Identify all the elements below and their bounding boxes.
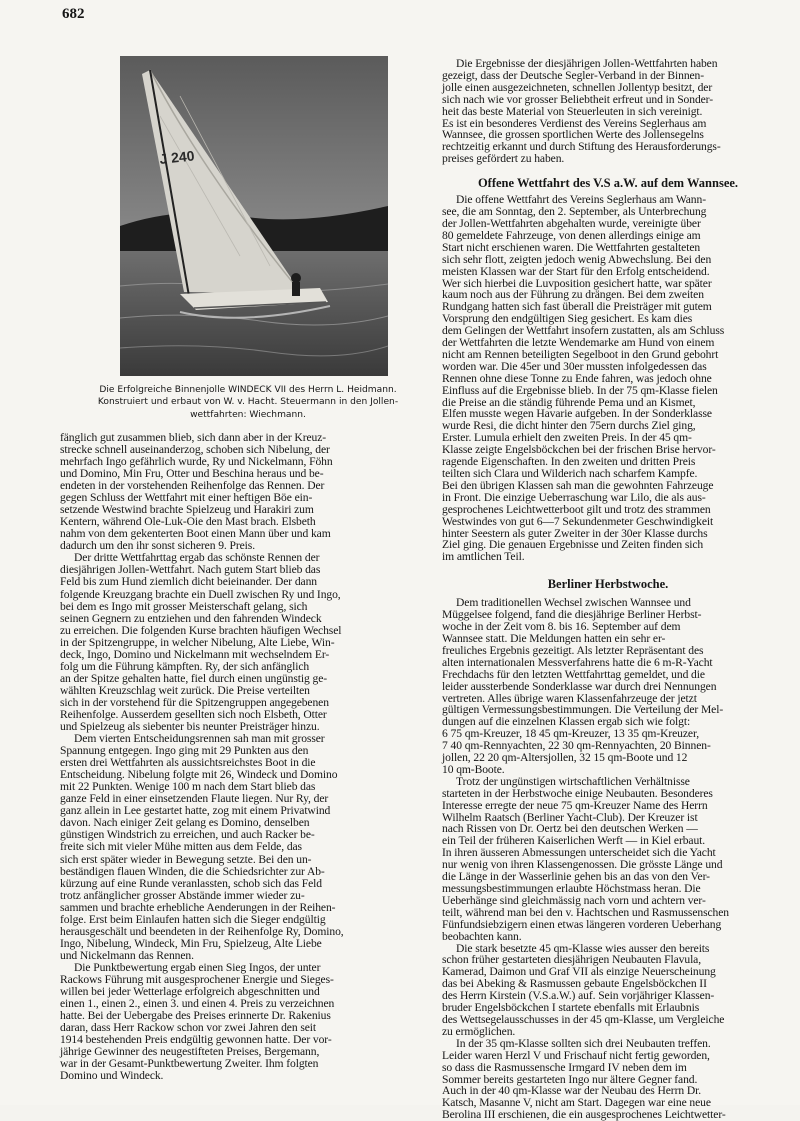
text-line: jährige Gewinner des neugestifteten Preises, Bergemann, xyxy=(60,1045,320,1059)
section-heading-offene-wettfahrt: Offene Wettfahrt des V.S a.W. auf dem Wannsee. xyxy=(477,176,739,191)
text-line: Dem traditionellen Wechsel zwischen Wannsee und xyxy=(456,596,691,610)
text-line: Kamerad, Daimon und Graf VII als einzige Neuerscheinung xyxy=(442,965,716,979)
text-line: zu ermöglichen. xyxy=(442,1024,516,1038)
text-line: der Wettfahrten die letzte Wendemarke am Hund von einem xyxy=(442,336,715,350)
text-line: sich in der vorstehend für die Spitzengruppen angegebenen xyxy=(60,695,329,709)
text-line: Wilhelm Raatsch (Berliner Yacht-Club). Der Kreuzer ist xyxy=(442,810,698,824)
text-line: folg um die Führung kämpften. Ry, der sich anfänglich xyxy=(60,659,310,673)
text-line: jollen, 22 20 qm-Altersjollen, 32 15 qm-Boote und 12 xyxy=(442,751,688,765)
text-line: Der dritte Wettfahrttag ergab das schönste Rennen der xyxy=(74,551,320,565)
text-line: 80 gemeldete Fahrzeuge, von denen allerdings einige am xyxy=(442,228,701,242)
text-line: ein Teil der früheren Kaiserlichen Werft — in Kiel erbaut. xyxy=(442,834,706,848)
text-line: mehrfach Ingo gefährlich wurde, Ry und Nickelmann, Föhn xyxy=(60,454,333,468)
text-line: freite sich mit vieler Mühe mitten aus dem Felde, das xyxy=(60,840,302,854)
sail-number: J 240 xyxy=(158,147,196,167)
text-line: freuliches Ergebnis gezeitigt. Als letzter Repräsentant des xyxy=(442,643,704,657)
text-line: folge. Erst beim Einlaufen hatten sich die Sieger endgültig xyxy=(60,912,326,926)
text-line: strecke schnell auseinanderzog, schoben sich Nibelung, der xyxy=(60,442,330,456)
text-line: diesjährigen Jollen-Wettfahrt. Nach gutem Start blieb das xyxy=(60,563,321,577)
text-line: war in der Gesamt-Punktbewertung Zweiter. Ihm folgten xyxy=(60,1057,319,1071)
text-line: ganz allein in Lee gestartet hatte, zog mit einem Privatwind xyxy=(60,804,331,818)
text-line: Elfen musste wegen Havarie aufgeben. In der Sonderklasse xyxy=(442,407,712,421)
text-line: Die offene Wettfahrt des Vereins Seglerhaus am Wann- xyxy=(456,193,706,207)
text-line: beständigen flauen Winden, die die Schiedsrichter zur Ab- xyxy=(60,864,325,878)
page-number: 682 xyxy=(62,6,85,22)
text-line: an der Spitze gehalten hatte, fiel durch einen ungünstig ge- xyxy=(60,671,328,685)
text-line: alten internationalen Messverfahrens hatte die 6 m-R-Yacht xyxy=(442,655,713,669)
text-line: messungsbestimmungen erlaubte Höchstmass heran. Die xyxy=(442,882,701,895)
text-line: heit das beste Material von Steuerleuten in sich vereinigt. xyxy=(442,104,703,118)
text-line: kürzung auf eine Runde veranlassten, schob sich das Feld xyxy=(60,876,322,890)
text-line: Einfluss auf die Ergebnisse blieb. In der 75 qm-Klasse fielen xyxy=(442,383,718,397)
text-line: Klasse zeigte Engelsböckchen bei der frischen Brise hervor- xyxy=(442,443,716,457)
text-line: nahm von dem gekenterten Boot einen Mann über und kam xyxy=(60,527,331,541)
text-line: In ihren äusseren Abmessungen unterscheidet sich die Yacht xyxy=(442,846,716,860)
sailor xyxy=(291,273,301,283)
text-line: folgende Kreuzgang brachte ein Duell zwischen Ry und Ingo, xyxy=(60,587,341,601)
caption-line: Die Erfolgreiche Binnenjolle WINDECK VII des Herrn L. Heidmann. xyxy=(99,385,397,395)
text-line: wurde Resi, die dicht hinter den 75ern durchs Ziel ging, xyxy=(442,419,696,433)
text-line: 7 40 qm-Rennyachten, 22 30 qm-Rennyachten, 20 Binnen- xyxy=(442,739,711,753)
text-line: Interesse erregte der neue 75 qm-Kreuzer Name des Herrn xyxy=(442,798,708,812)
text-line: woche in der Zeit vom 8. bis 16. September auf dem xyxy=(442,620,681,634)
text-line: und Spielzeug als siebenter bis neunter Preisträger hinzu. xyxy=(60,720,320,734)
text-line: Auch in der 40 qm-Klasse war der Neubau des Herrn Dr. xyxy=(442,1084,702,1098)
text-line: Domino und Windeck. xyxy=(60,1069,164,1083)
text-line: davon. Nach einiger Zeit gelang es Domino, denselben xyxy=(60,816,310,830)
text-line: Berolina III erschienen, die ein ausgesprochenes Leichtwetter- xyxy=(442,1108,726,1121)
sailboat-illustration xyxy=(120,56,388,376)
text-line: mit 22 Punkten. Wenige 100 m nach dem Start blieb das xyxy=(60,780,316,794)
text-line: endeten in der vorstehenden Reihenfolge das Rennen. Der xyxy=(60,479,325,493)
text-line: starteten in der Herbstwoche einige Neubauten. Besonderes xyxy=(442,786,713,800)
text-line: günstigen Windstrich zu erreichen, und auch Racker be- xyxy=(60,828,315,842)
text-line: so dass die Rasmussensche Irmgard IV neben dem im xyxy=(442,1060,687,1074)
text-line: Sommer bereits gestarteten Ingo nur ältere Gegner fand. xyxy=(442,1072,698,1086)
text-line: 6 75 qm-Kreuzer, 18 45 qm-Kreuzer, 13 35 qm-Kreuzer, xyxy=(442,727,700,741)
text-line: deck, Ingo, Domino und Nickelmann mit wechselndem Er- xyxy=(60,647,330,661)
text-line: Wer sich hierbei die Luvposition gesichert hatte, war später xyxy=(442,276,712,290)
text-line: gegen Schluss der Wettfahrt mit einer heftigen Böe ein- xyxy=(60,491,313,505)
caption-line: Konstruiert und erbaut von W. v. Hacht. Steuermann in den Jollen- xyxy=(97,397,399,408)
left-body-text xyxy=(60,432,436,1083)
text-line: In der 35 qm-Klasse sollten sich drei Neubauten treffen. xyxy=(456,1036,711,1050)
text-line: Erster. Lumula erhielt den zweiten Preis. In der 45 qm- xyxy=(442,431,692,445)
text-line: Es ist ein besonderes Verdienst des Vereins Seglerhaus am xyxy=(442,116,707,130)
text-line: ganze Feld in einer einsetzenden Flaute liegen. Nur Ry, der xyxy=(60,792,329,806)
text-line: Entscheidung. Nibelung folgte mit 26, Windeck und Domino xyxy=(60,768,338,782)
text-line: daran, dass Herr Rackow schon vor zwei Jahren den seit xyxy=(60,1021,317,1035)
text-line: Wannsee statt. Die Meldungen hatten ein sehr er- xyxy=(442,631,666,645)
text-line: im amtlichen Teil. xyxy=(442,550,525,564)
text-line: Fünfundsiebzigern einen etwas längeren vorderen Ueberhang xyxy=(442,917,722,931)
text-line: Trotz der ungünstigen wirtschaftlichen Verhältnisse xyxy=(456,774,690,788)
text-line: sammen und brachte erhebliche Aenderungen in der Reihen- xyxy=(60,900,336,914)
right-intro-text xyxy=(442,58,774,165)
text-line: nur wenig von ihren Klassengenossen. Die grösste Länge und xyxy=(442,858,723,872)
text-line: Die Ergebnisse der diesjährigen Jollen-Wettfahrten haben xyxy=(456,57,718,70)
text-line: Ingo, Nibelung, Windeck, Min Fru, Spielzeug, Alte Liebe xyxy=(60,936,322,950)
photo-caption xyxy=(60,384,436,421)
text-line: Ueberhänge sind gleichmässig nach vorn und achtern ver- xyxy=(442,893,706,907)
text-line: und Nickelmann das Rennen. xyxy=(60,948,194,962)
text-line: Leider waren Herzl V und Frischauf nicht fertig geworden, xyxy=(442,1048,710,1062)
text-line: Katsch, Masanne V, nicht am Start. Dagegen war eine neue xyxy=(442,1096,711,1110)
text-line: in Front. Die einzige Ueberraschung war Lilo, die als aus- xyxy=(442,490,706,504)
text-line: see, die am Sonntag, den 2. September, als Unterbrechung xyxy=(442,205,707,219)
text-line: worden war. Die 45er und 30er mussten infolgedessen das xyxy=(442,359,707,373)
text-line: bei dem es Ingo mit grosser Meisterschaft gelang, sich xyxy=(60,599,308,613)
text-line: Ziel ging. Die genauen Ergebnisse und Zeiten finden sich xyxy=(442,538,704,552)
text-line: Die stark besetzte 45 qm-Klasse wies ausser den bereits xyxy=(456,941,710,955)
text-line: einen 1., einen 2., einen 3. und einen 4. Preis zu verzeichnen xyxy=(60,997,335,1011)
text-line: wählten Kreuzschlag weit zurück. Die Preise verteilten xyxy=(60,683,310,697)
text-line: Dem vierten Entscheidungsrennen sah man mit grosser xyxy=(74,732,325,746)
text-line: das bei Abeking & Rasmussen gebaute Engelsböckchen II xyxy=(442,977,707,991)
left-column xyxy=(60,40,436,1082)
text-line: Kentern, während Ole-Luk-Oie den Mast brach. Elsbeth xyxy=(60,515,316,529)
text-line: 10 qm-Boote. xyxy=(442,762,505,776)
text-line: ersten drei Wettfahrten als aussichtsreichstes Boot in die xyxy=(60,756,316,770)
text-line: ragende Eigenschaften. In den zweiten und dritten Preis xyxy=(442,455,696,469)
text-line: Vorsprung den endgültigen Sieg gesichert. Es kam dies xyxy=(442,312,693,326)
text-line: gezeigt, dass der Deutsche Segler-Verband in der Binnen- xyxy=(442,68,705,82)
text-line: hinter Seestern als guter Zweiter in der 30er Klasse durchs xyxy=(442,526,708,540)
text-line: in der Spitzengruppe, in welcher Nibelung, Alte Liebe, Win- xyxy=(60,635,335,649)
text-line: bruder Engelsböckchen I startete ebenfalls mit Erlaubnis xyxy=(442,1001,700,1015)
text-line: schon früher gestarteten diesjährigen Neubauten Flavula, xyxy=(442,953,702,967)
text-line: Spannung entgegen. Ingo ging mit 29 Punkten aus den xyxy=(60,744,309,758)
text-line: und Domino, Min Fru, Otter und Beschina heraus und be- xyxy=(60,467,324,481)
text-line: jolle einen ausgezeichneten, schnellen Jollentyp besitzt, der xyxy=(442,80,713,94)
text-line: nicht am Rennen beteiligten Segelboot in den Grund gebohrt xyxy=(442,347,719,361)
text-line: Wannsee, die grossen sportlichen Werte des Jollensegelns xyxy=(442,128,704,142)
text-line: hatte. Bei der Uebergabe des Preises erinnerte Dr. Rakenius xyxy=(60,1009,331,1023)
text-line: fänglich gut zusammen blieb, sich dann aber in der Kreuz- xyxy=(60,430,327,444)
right-column xyxy=(442,58,774,1121)
caption-line: wettfahrten: Wiechmann. xyxy=(190,409,306,420)
text-line: der Jollen-Wettfahrten abgehalten wurde, vereinigte über xyxy=(442,216,701,230)
text-line: Rennen ohne diese Tonne zu Ende fahren, was jedoch ohne xyxy=(442,371,712,385)
text-line: willen bei jeder Wetterlage erfolgreich abgeschnitten und xyxy=(60,985,320,999)
text-line: sich sehr flott, zeigten jedoch wenig Abwechslung. Bei den xyxy=(442,252,712,266)
right-section1-text xyxy=(442,194,774,563)
text-line: die Preise an die ständig führende Pema und an Kismet, xyxy=(442,395,696,409)
text-line: gesprochenes Leichtwetterboot gilt und trotz des strammen xyxy=(442,502,711,516)
text-line: meisten Klassen war der Start für den Erfolg entscheidend. xyxy=(442,264,710,278)
text-line: dungen auf die einzelnen Klassen ergab sich wie folgt: xyxy=(442,715,691,729)
text-line: sich nach wie vor grosser Beliebtheit erfreut und in Sonder- xyxy=(442,92,713,106)
text-line: preises gefördert zu haben. xyxy=(442,152,565,166)
text-line: teilt, während man bei den v. Hachtschen und Rasmussenschen xyxy=(442,905,729,919)
text-line: des Herrn Kirstein (V.S.a.W.) auf. Sein vorjähriger Klassen- xyxy=(442,989,715,1003)
text-line: Reihenfolge. Ausserdem gesellten sich noch Elsbeth, Otter xyxy=(60,707,327,721)
text-line: Start nicht erschienen waren. Die Wettfahrten gestalteten xyxy=(442,240,701,254)
text-line: Frechdachs für den letzten Wettfahrttag gemeldet, und die xyxy=(442,667,705,681)
text-line: rechtzeitig erkannt und durch Stiftung des Herausforderungs- xyxy=(442,140,721,154)
text-line: sich erst später wieder in Bewegung setzte. Bei den un- xyxy=(60,852,312,866)
text-line: beobachten kann. xyxy=(442,929,522,943)
text-line: vertreten. Alles übrige waren Klassenfahrzeuge der jetzt xyxy=(442,691,697,705)
text-line: Müggelsee folgend, fand die diesjährige Berliner Herbst- xyxy=(442,608,702,622)
text-line: Feld bis zum Hund ziemlich dicht beieinander. Der dann xyxy=(60,575,317,589)
text-line: Die Punktbewertung ergab einen Sieg Ingos, der unter xyxy=(74,960,321,974)
text-line: setzende Westwind brachte Spielzeug und Harakiri zum xyxy=(60,503,314,517)
text-line: seinen Gegnern zu entziehen und den fahrenden Windeck xyxy=(60,611,322,625)
text-line: Bei den übrigen Klassen sah man die gewohnten Fahrzeuge xyxy=(442,478,714,492)
text-line: des Wettsegelausschusses in der 45 qm-Klasse, um Vergleiche xyxy=(442,1012,725,1026)
text-line: trotz anfänglicher grosser Abstände immer wieder zu- xyxy=(60,888,305,902)
text-line: dadurch um den ihr sonst sicheren 9. Preis. xyxy=(60,539,256,553)
text-line: gültigen Vermessungsbestimmungen. Die Verteilung der Mel- xyxy=(442,703,724,717)
sailboat-photo xyxy=(120,56,388,376)
section-heading-herbstwoche: Berliner Herbstwoche. xyxy=(547,577,669,592)
text-line: 1914 bestehenden Preis endgültig gewonnen hatte. Der vor- xyxy=(60,1033,332,1047)
text-line: Rundgang hatten sich fast überall die Preisträger mit gutem xyxy=(442,300,712,314)
text-line: Westwindes von gut 6—7 Sekundenmeter Geschwindigkeit xyxy=(442,514,714,528)
text-line: herausgeschält und beendeten in der Reihenfolge Ry, Domino, xyxy=(60,924,344,938)
text-line: dem Gelingen der Wettfahrt insofern zustatten, als am Schluss xyxy=(442,324,725,338)
text-line: die Länge in der Wasserlinie gehen bis an das von den Ver- xyxy=(442,870,710,884)
text-line: Rackows Führung mit ausgesprochener Energie und Sieges- xyxy=(60,973,334,986)
text-line: teilten sich Clara und Wilderich nach scharfem Kampfe. xyxy=(442,467,698,480)
text-line: leider aussterbende Sonderklasse war durch drei Nennungen xyxy=(442,679,717,693)
text-line: kaum noch aus der Führung zu drängen. Bei dem zweiten xyxy=(442,288,704,302)
text-line: zu erreichen. Die folgenden Kurse brachten häufigen Wechsel xyxy=(60,623,342,637)
right-section2-text xyxy=(442,597,774,1121)
text-line: nach Rissen von Dr. Oertz bei den deutschen Werken — xyxy=(442,822,698,836)
